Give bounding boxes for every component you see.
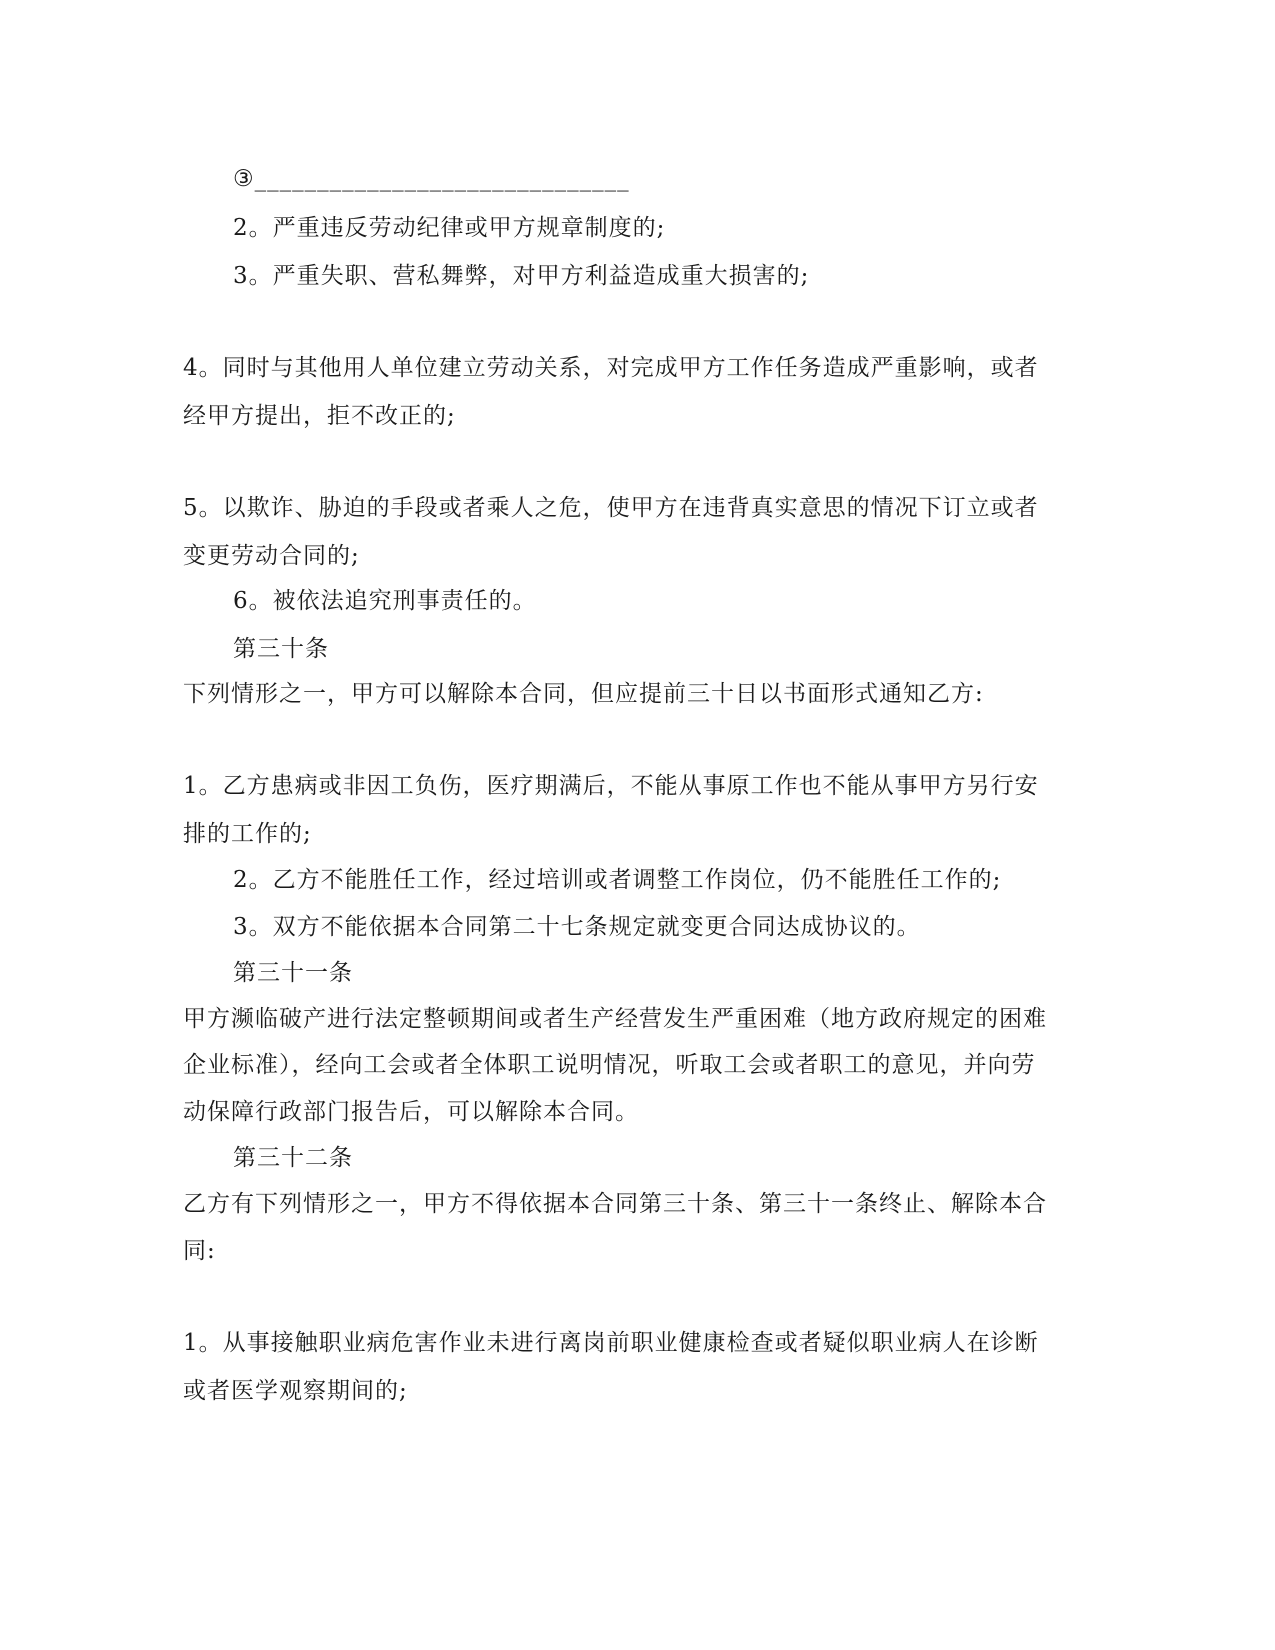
article-31-body-line-1: 甲方濒临破产进行法定整顿期间或者生产经营发生严重困难（地方政府规定的困难 (183, 1006, 1047, 1032)
clause-item-6: 6。被依法追究刑事责任的。 (233, 588, 537, 614)
clause-item-5-line-1: 5。以欺诈、胁迫的手段或者乘人之危，使甲方在违背真实意思的情况下订立或者 (183, 495, 1039, 521)
article-30-item-1-line-1: 1。乙方患病或非因工负伤，医疗期满后，不能从事原工作也不能从事甲方另行安 (183, 773, 1039, 799)
article-30-item-1-line-2: 排的工作的; (183, 821, 312, 847)
clause-item-4-line-1: 4。同时与其他用人单位建立劳动关系，对完成甲方工作任务造成严重影响，或者 (183, 355, 1039, 381)
article-30-item-2: 2。乙方不能胜任工作，经过培训或者调整工作岗位，仍不能胜任工作的; (233, 867, 1002, 893)
article-32-item-1-line-1: 1。从事接触职业病危害作业未进行离岗前职业健康检查或者疑似职业病人在诊断 (183, 1330, 1039, 1356)
article-31-body-line-3: 动保障行政部门报告后，可以解除本合同。 (183, 1099, 639, 1125)
article-32-body-line-1: 乙方有下列情形之一，甲方不得依据本合同第三十条、第三十一条终止、解除本合 (183, 1191, 1047, 1217)
clause-item-2: 2。严重违反劳动纪律或甲方规章制度的; (233, 215, 666, 241)
article-32-item-1-line-2: 或者医学观察期间的; (183, 1378, 408, 1404)
article-30-body: 下列情形之一，甲方可以解除本合同，但应提前三十日以书面形式通知乙方: (183, 681, 984, 707)
article-31-heading: 第三十一条 (233, 960, 353, 986)
article-30-item-3: 3。双方不能依据本合同第二十七条规定就变更合同达成协议的。 (233, 914, 921, 940)
clause-item-3: 3。严重失职、营私舞弊，对甲方利益造成重大损害的; (233, 263, 810, 289)
clause-item-5-line-2: 变更劳动合同的; (183, 543, 360, 569)
blank-line-item-3: ③______________________________ (233, 166, 630, 192)
article-30-heading: 第三十条 (233, 636, 329, 662)
article-31-body-line-2: 企业标准），经向工会或者全体职工说明情况，听取工会或者职工的意见，并向劳 (183, 1052, 1036, 1078)
clause-item-4-line-2: 经甲方提出，拒不改正的; (183, 403, 456, 429)
article-32-heading: 第三十二条 (233, 1145, 353, 1171)
article-32-body-line-2: 同: (183, 1238, 216, 1264)
